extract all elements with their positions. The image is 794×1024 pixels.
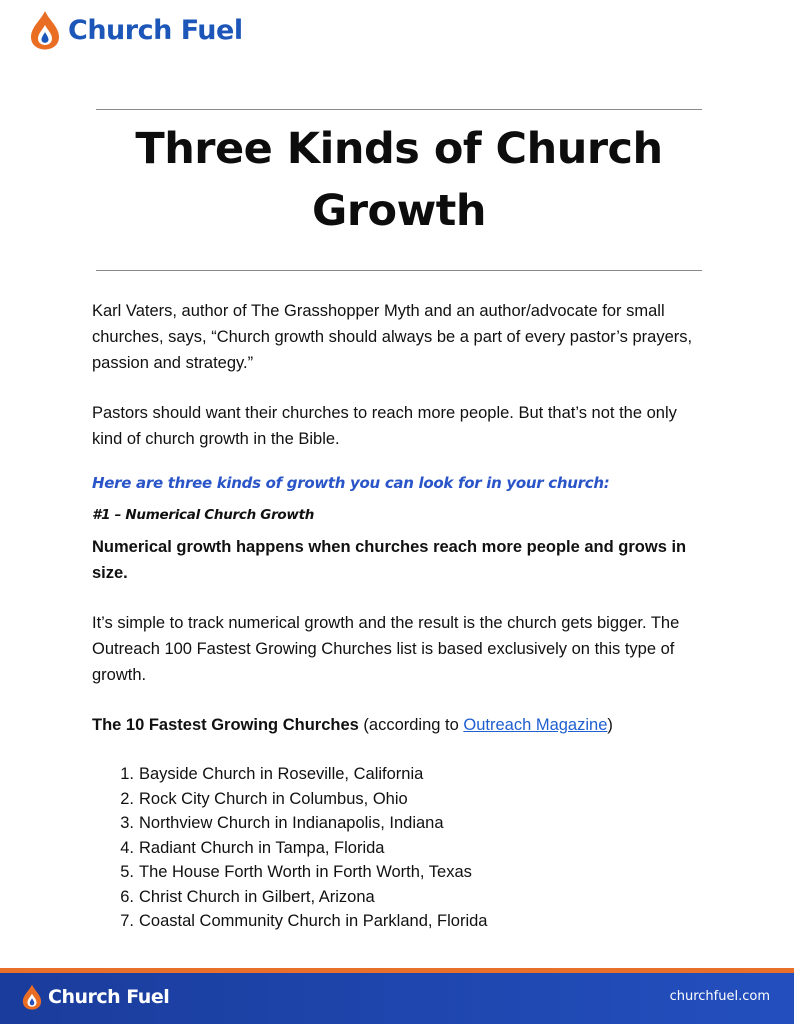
list-item [92, 885, 704, 910]
list-item-text: Northview Church in Indianapolis, Indiana [139, 814, 444, 832]
list-item-text: The House Forth Worth in Forth Worth, Texas [139, 863, 472, 881]
list-item [92, 787, 704, 812]
flame-drop-icon [30, 10, 60, 50]
outreach-magazine-link[interactable]: Outreach Magazine [463, 716, 608, 734]
title-bottom-rule [96, 270, 702, 271]
list-item [92, 836, 704, 861]
section-body: It’s simple to track numerical growth and the result is the church gets bigger. The Outreach 100 Fastest Growing Churches list is based exclusively on this type of growth. [92, 614, 680, 684]
list-item-text: Coastal Community Church in Parkland, Florida [139, 912, 488, 930]
list-item-number: 1. [120, 765, 134, 783]
list-item-text: Bayside Church in Roseville, California [139, 765, 424, 783]
intro-paragraph-1: Karl Vaters, author of The Grasshopper Myth and an author/advocate for small churches, says, “Church growth should always be a part of every pastor’s prayers, passion and strategy.” [92, 302, 693, 372]
list-item [92, 762, 704, 787]
list-item-text: Radiant Church in Tampa, Florida [139, 838, 385, 857]
section-lead: Numerical growth happens when churches reach more people and grows in size. [92, 538, 687, 582]
list-item-number: 5. [120, 863, 134, 881]
list-heading-title: The 10 Fastest Growing Churches [92, 716, 359, 734]
list-item-number: 4. [120, 838, 134, 857]
list-item-text: Christ Church in Gilbert, Arizona [139, 887, 375, 906]
title-top-rule [96, 109, 702, 110]
list-heading-suffix: ) [607, 716, 613, 734]
list-item-number: 2. [120, 789, 134, 808]
article-body [92, 298, 704, 934]
callout-text: Here are three kinds of growth you can look for in your church: [92, 474, 610, 492]
list-item [92, 811, 704, 836]
page-title [96, 118, 702, 242]
flame-drop-icon [22, 984, 42, 1010]
footer-accent-stripe [0, 968, 794, 973]
section-heading: #1 – Numerical Church Growth [92, 507, 315, 523]
list-item-number: 6. [120, 887, 134, 906]
list-item-text: Rock City Church in Columbus, Ohio [139, 789, 408, 808]
list-item [92, 860, 704, 885]
footer-logo[interactable] [22, 984, 169, 1010]
header-logo[interactable] [30, 10, 243, 50]
list-item-number: 7. [120, 912, 134, 930]
list-heading-prefix: (according to [358, 716, 464, 734]
footer-logo-text: Church Fuel [48, 986, 170, 1008]
church-list [92, 762, 704, 934]
list-heading [92, 712, 704, 738]
footer-url-link[interactable]: churchfuel.com [669, 989, 770, 1004]
intro-paragraph-2: Pastors should want their churches to reach more people. But that’s not the only kind of church growth in the Bible. [92, 404, 677, 448]
list-item [92, 909, 704, 934]
logo-text: Church Fuel [68, 14, 243, 46]
list-item-number: 3. [120, 814, 134, 832]
title-line-1: Three Kinds of Church [135, 124, 663, 174]
page-footer [0, 968, 794, 1024]
title-line-2: Growth [312, 186, 486, 236]
